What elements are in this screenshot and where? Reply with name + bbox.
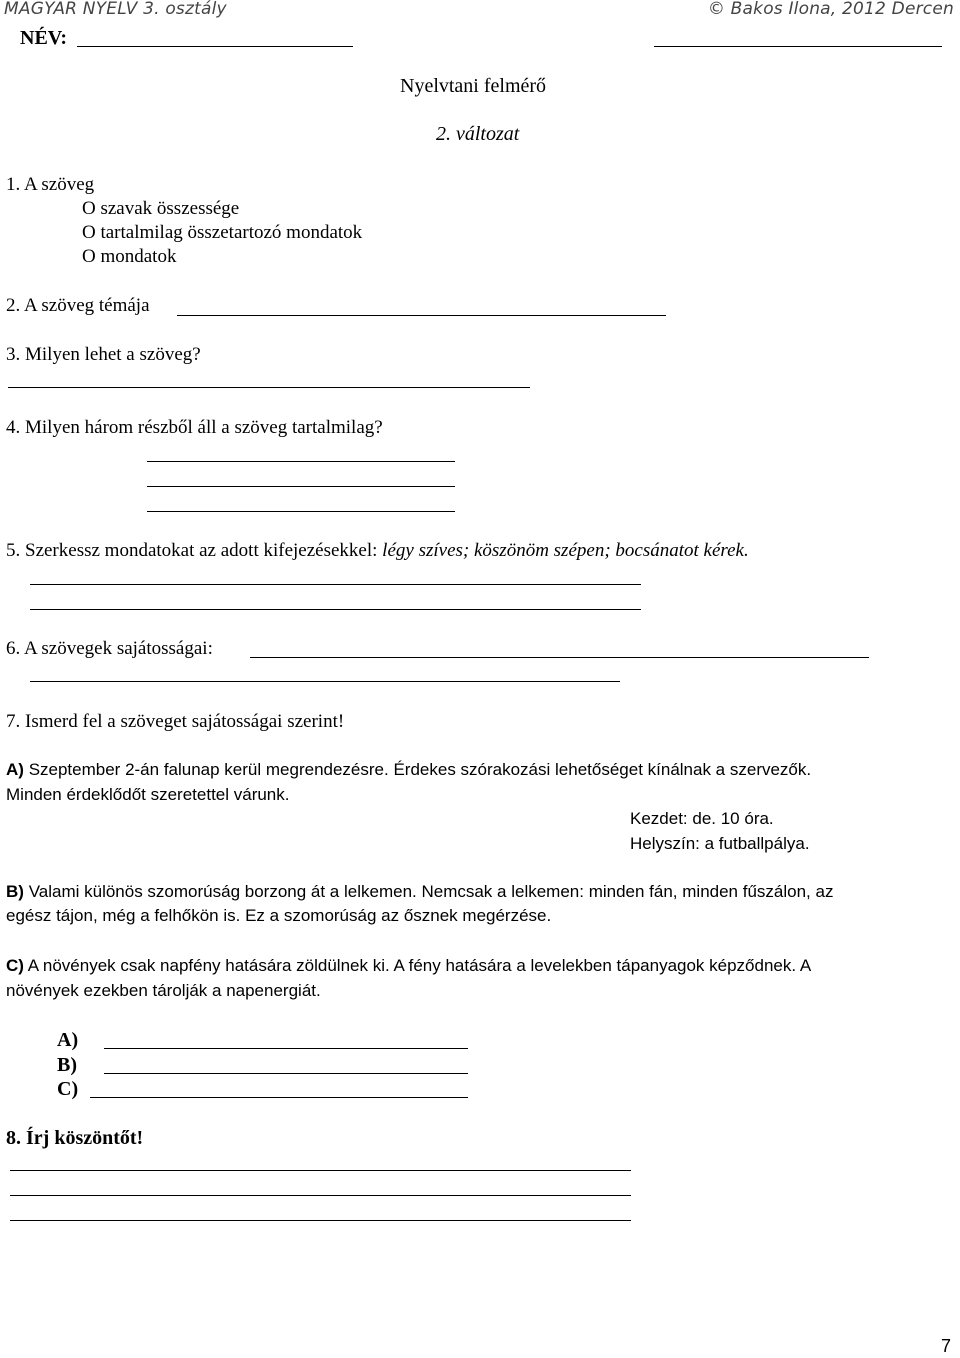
q4-answer-line-3[interactable]	[147, 511, 455, 512]
answer-c-label: C)	[57, 1078, 79, 1100]
question-8: 8. Írj köszöntőt!	[6, 1127, 144, 1149]
q3-answer-line[interactable]	[8, 387, 530, 388]
q5-answer-line-2[interactable]	[30, 609, 641, 610]
question-1: 1. A szöveg	[6, 174, 95, 195]
text-a-line-1: A) Szeptember 2-án falunap kerül megrendezésre. Érdekes szórakozási lehetőséget kínálnak a szervezők.	[6, 760, 812, 779]
question-6: 6. A szövegek sajátosságai:	[6, 638, 213, 659]
text-a-place: Helyszín: a futballpálya.	[630, 834, 810, 853]
q1-option-2[interactable]: O tartalmilag összetartozó mondatok	[82, 222, 363, 243]
q1-option-1[interactable]: O szavak összessége	[82, 198, 240, 219]
text-a-start: Kezdet: de. 10 óra.	[630, 809, 774, 828]
class-line[interactable]	[654, 46, 942, 47]
question-7: 7. Ismerd fel a szöveget sajátosságai szerint!	[6, 711, 345, 732]
q4-answer-line-1[interactable]	[147, 461, 455, 462]
text-b-line-1: B) Valami különös szomorúság borzong át a lelkemen. Nemcsak a lelkemen: minden fán, minden fűszálon, az	[6, 882, 834, 901]
question-3: 3. Milyen lehet a szöveg?	[6, 344, 201, 365]
q8-answer-line-1[interactable]	[10, 1170, 631, 1171]
question-2: 2. A szöveg témája	[6, 295, 150, 316]
q8-answer-line-2[interactable]	[10, 1195, 631, 1196]
variant-label: 2. változat	[436, 123, 520, 145]
answer-a-line[interactable]	[104, 1048, 468, 1049]
q6-answer-line-2[interactable]	[30, 681, 620, 682]
question-4: 4. Milyen három részből áll a szöveg tartalmilag?	[6, 417, 383, 438]
header-subject: MAGYAR NYELV 3. osztály	[4, 0, 227, 19]
q6-answer-line-1[interactable]	[250, 657, 869, 658]
q5-label: 5. Szerkessz mondatokat az adott kifejezésekkel:	[6, 540, 378, 561]
name-line[interactable]	[77, 46, 353, 47]
answer-b-line[interactable]	[104, 1073, 468, 1074]
name-label: NÉV:	[20, 27, 68, 49]
text-a-line-2: Minden érdeklődőt szeretettel várunk.	[6, 785, 290, 804]
question-5	[6, 541, 749, 560]
page-title: Nyelvtani felmérő	[400, 75, 547, 97]
answer-c-line[interactable]	[90, 1097, 468, 1098]
text-c-line-2: növények ezekben tárolják a napenergiát.	[6, 981, 321, 1000]
answer-a-label: A)	[57, 1029, 79, 1051]
q4-answer-line-2[interactable]	[147, 486, 455, 487]
answer-b-label: B)	[57, 1054, 77, 1076]
text-c-line-1: C) A növények csak napfény hatására zöldülnek ki. A fény hatására a levelekben tápanyagok képződnek. A	[6, 956, 812, 975]
q8-answer-line-3[interactable]	[10, 1220, 631, 1221]
page-number: 7	[941, 1336, 952, 1356]
header-copyright: © Bakos Ilona, 2012 Dercen	[707, 0, 954, 19]
q5-expressions: légy szíves; köszönöm szépen; bocsánatot kérek.	[382, 540, 749, 561]
text-b-line-2: egész tájon, még a felhőkön is. Ez a szomorúság az ősznek megérzése.	[6, 906, 552, 925]
q2-answer-line[interactable]	[177, 315, 666, 316]
q1-option-3[interactable]: O mondatok	[82, 246, 177, 267]
q5-answer-line-1[interactable]	[30, 584, 641, 585]
